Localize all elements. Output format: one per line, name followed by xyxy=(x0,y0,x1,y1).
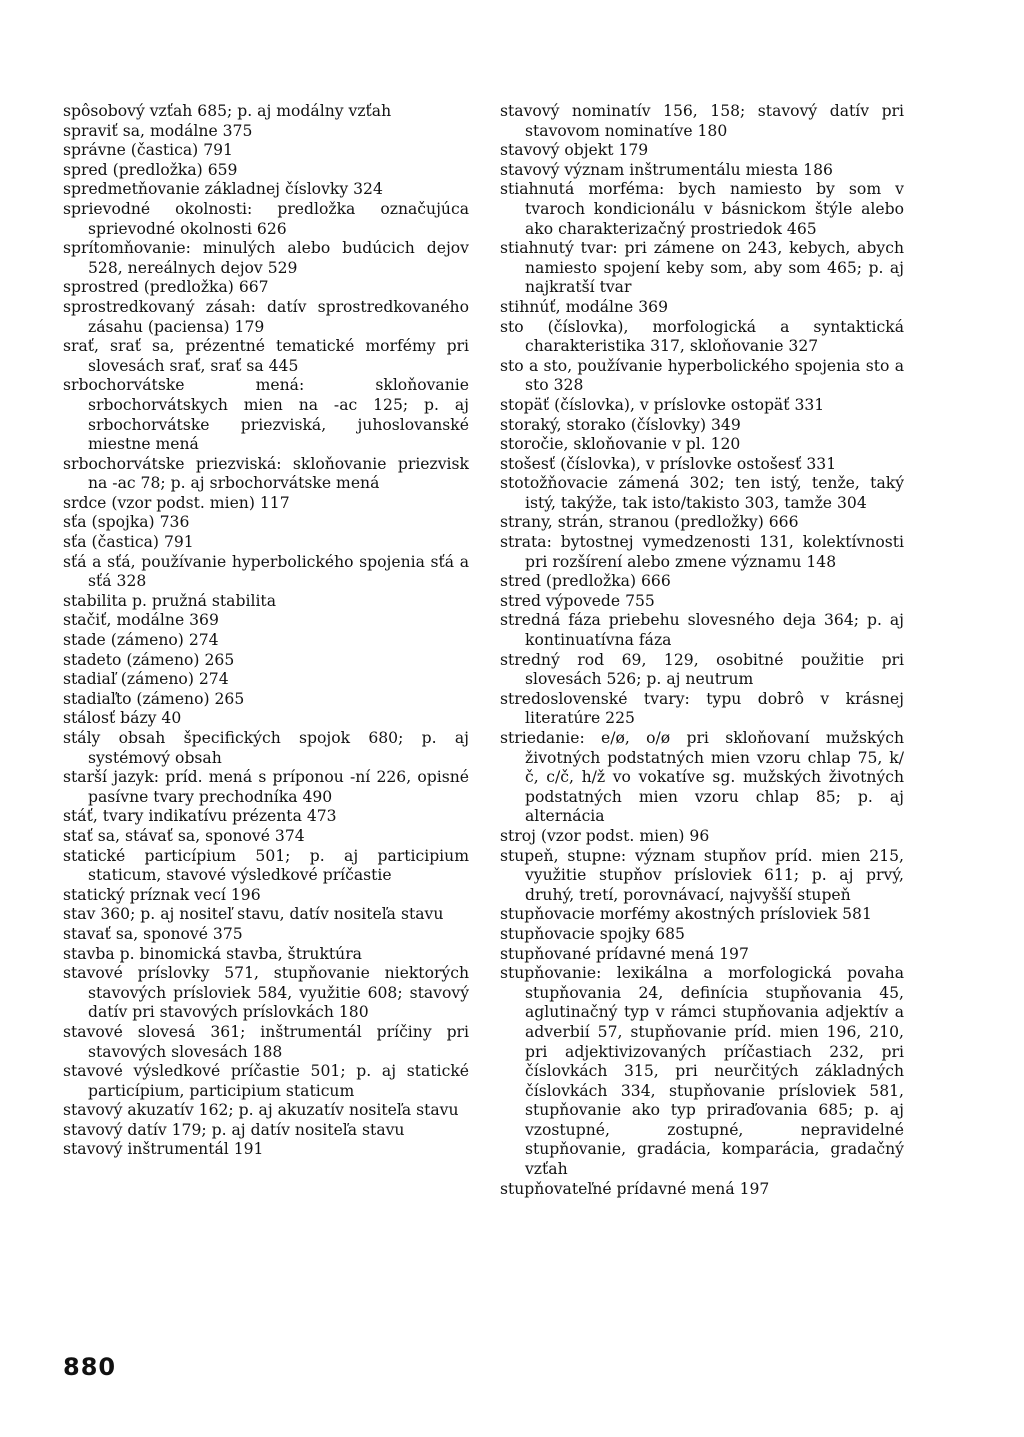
index-entry: stred výpovede 755 xyxy=(500,591,655,610)
index-entry: stadiaľ (zámeno) 274 xyxy=(63,670,229,689)
index-entry: stavový akuzatív 162; p. aj akuzatív nositeľa stavu xyxy=(63,1101,459,1120)
index-entry: stredný rod 69, 129, osobitné použitie pri slovesách 526; p. aj neutrum xyxy=(500,650,904,689)
index-entry: stačiť, modálne 369 xyxy=(63,611,219,630)
index-entry: srbochorvátske priezviská: skloňovanie priezvisk na -ac 78; p. aj srbochorvátske mená xyxy=(63,454,469,493)
index-entry: stupňovanie: lexikálna a morfologická povaha stupňovania 24, definícia stupňovania 45, aglutinačný typ v rámci stupňovania adjektív a adverbií 57, stupňovanie príd. mien 196, 210, pri adjektivizovaných príčastiach 232, pri číslovkách 315, pri neurčitých základných číslovkách 334, stupňovanie prísloviek 581, stupňovanie ako typ priraďovania 685; p. aj vzostupné, zostupné, nepravidelné stupňovanie, gradácia, komparácia, gradačný vzťah xyxy=(500,964,904,1179)
index-entry: stav 360; p. aj nositeľ stavu, datív nositeľa stavu xyxy=(63,905,444,924)
index-column-left xyxy=(63,102,469,1160)
index-entry: stihnúť, modálne 369 xyxy=(500,297,668,316)
index-entry: sťá a sťá, používanie hyperbolického spojenia sťá a sťá 328 xyxy=(63,552,469,591)
index-entry: sťa (spojka) 736 xyxy=(63,513,190,532)
index-entry: sprievodné okolnosti: predložka označujúca sprievodné okolnosti 626 xyxy=(63,199,469,238)
index-entry: statické particípium 501; p. aj participium staticum, stavové výsledkové príčastie xyxy=(63,846,469,885)
index-entry: stálosť bázy 40 xyxy=(63,709,182,728)
index-entry: stiahnutá morféma: bych namiesto by som v tvaroch kondicionálu v básnickom štýle alebo ako charakterizačný prostriedok 465 xyxy=(500,180,904,238)
index-entry: stavový inštrumentál 191 xyxy=(63,1140,264,1159)
index-entry: spredmetňovanie základnej číslovky 324 xyxy=(63,180,383,199)
index-entry: stupňované prídavné mená 197 xyxy=(500,944,749,963)
index-entry: stavový nominatív 156, 158; stavový datív pri stavovom nominatíve 180 xyxy=(500,102,904,140)
index-entry: sprostredkovaný zásah: datív sprostredkovaného zásahu (paciensa) 179 xyxy=(63,297,469,336)
index-column-right xyxy=(500,102,904,1199)
index-entry: stotožňovacie zámená 302; ten istý, tenže, taký istý, takýže, tak isto/takisto 303, tamže 304 xyxy=(500,474,904,512)
index-entry: storočie, skloňovanie v pl. 120 xyxy=(500,435,741,454)
index-entry: stadeto (zámeno) 265 xyxy=(63,650,235,669)
index-entry: stroj (vzor podst. mien) 96 xyxy=(500,826,710,845)
index-entry: starší jazyk: príd. mená s príponou -ní 226, opisné pasívne tvary prechodníka 490 xyxy=(63,768,469,806)
index-entry: stadiaľto (zámeno) 265 xyxy=(63,689,245,708)
index-entry: stavové príslovky 571, stupňovanie niektorých stavových prísloviek 584, využitie 608; stavový datív pri stavových príslovkách 180 xyxy=(63,964,469,1022)
index-entry: sto a sto, používanie hyperbolického spojenia sto a sto 328 xyxy=(500,356,904,395)
index-entry: spred (predložka) 659 xyxy=(63,160,238,179)
index-entry: stavové slovesá 361; inštrumentál príčiny pri stavových slovesách 188 xyxy=(63,1022,469,1061)
index-entry: srať, srať sa, prézentné tematické morfémy pri slovesách srať, srať sa 445 xyxy=(63,337,469,375)
index-entry: stošesť (číslovka), v príslovke ostošesť 331 xyxy=(500,454,837,473)
index-entry: stavový datív 179; p. aj datív nositeľa stavu xyxy=(63,1120,405,1139)
index-entry: stopäť (číslovka), v príslovke ostopäť 331 xyxy=(500,395,825,414)
index-entry: stavať sa, sponové 375 xyxy=(63,924,243,943)
index-entry: strata: bytostnej vymedzenosti 131, kolektívnosti pri rozšírení alebo zmene významu 148 xyxy=(500,533,904,571)
index-entry: stavový význam inštrumentálu miesta 186 xyxy=(500,160,833,179)
index-entry: spôsobový vzťah 685; p. aj modálny vzťah xyxy=(63,102,392,120)
index-entry: stiahnutý tvar: pri zámene on 243, kebych, abych namiesto spojení keby som, aby som 465; p. aj najkratší tvar xyxy=(500,239,904,297)
index-entry: stať sa, stávať sa, sponové 374 xyxy=(63,826,305,845)
index-entry: stupňovacie morfémy akostných prísloviek 581 xyxy=(500,905,872,924)
index-entry: storaký, storako (číslovky) 349 xyxy=(500,415,741,434)
index-entry: srbochorvátske mená: skloňovanie srbochorvátskych mien na -ac 125; p. aj srbochorvátske priezviská, juhoslovanské miestne mená xyxy=(63,376,469,454)
index-entry: striedanie: e/ø, o/ø pri skloňovaní mužských životných podstatných mien vzoru chlap 75, k/č, c/č, h/ž vo vokatíve sg. mužských životných podstatných mien vzoru chlap 85; p. aj alternácia xyxy=(500,729,904,826)
index-entry: sto (číslovka), morfologická a syntaktická charakteristika 317, skloňovanie 327 xyxy=(500,317,904,356)
index-entry: stredná fáza priebehu slovesného deja 364; p. aj kontinuatívna fáza xyxy=(500,611,904,650)
index-entry: správne (častica) 791 xyxy=(63,141,233,160)
index-entry: srdce (vzor podst. mien) 117 xyxy=(63,493,290,512)
index-entry: stade (zámeno) 274 xyxy=(63,631,219,650)
index-entry: stredoslovenské tvary: typu dobrô v krásnej literatúre 225 xyxy=(500,689,904,728)
index-entry: stavové výsledkové príčastie 501; p. aj statické particípium, participium staticum xyxy=(63,1062,469,1100)
index-entry: stred (predložka) 666 xyxy=(500,572,671,591)
page-number: 880 xyxy=(63,1353,117,1381)
index-entry: stavový objekt 179 xyxy=(500,141,649,160)
index-entry: stupňovateľné prídavné mená 197 xyxy=(500,1179,770,1198)
index-entry: sťa (častica) 791 xyxy=(63,533,194,552)
index-entry: stupeň, stupne: význam stupňov príd. mien 215, využitie stupňov prísloviek 611; p. aj prvý, druhý, tretí, porovnávací, najvyšší stupeň xyxy=(500,846,904,904)
index-entry: statický príznak vecí 196 xyxy=(63,885,261,904)
index-entry: spraviť sa, modálne 375 xyxy=(63,121,253,140)
index-entry: stáť, tvary indikatívu prézenta 473 xyxy=(63,807,337,826)
index-entry: stupňovacie spojky 685 xyxy=(500,924,685,943)
index-entry: strany, strán, stranou (predložky) 666 xyxy=(500,513,799,532)
index-entry: sprostred (predložka) 667 xyxy=(63,278,269,297)
index-entry: stály obsah špecifických spojok 680; p. aj systémový obsah xyxy=(63,729,469,767)
index-entry: stavba p. binomická stavba, štruktúra xyxy=(63,944,362,963)
index-entry: stabilita p. pružná stabilita xyxy=(63,591,276,610)
index-entry: sprítomňovanie: minulých alebo budúcich dejov 528, nereálnych dejov 529 xyxy=(63,239,469,277)
